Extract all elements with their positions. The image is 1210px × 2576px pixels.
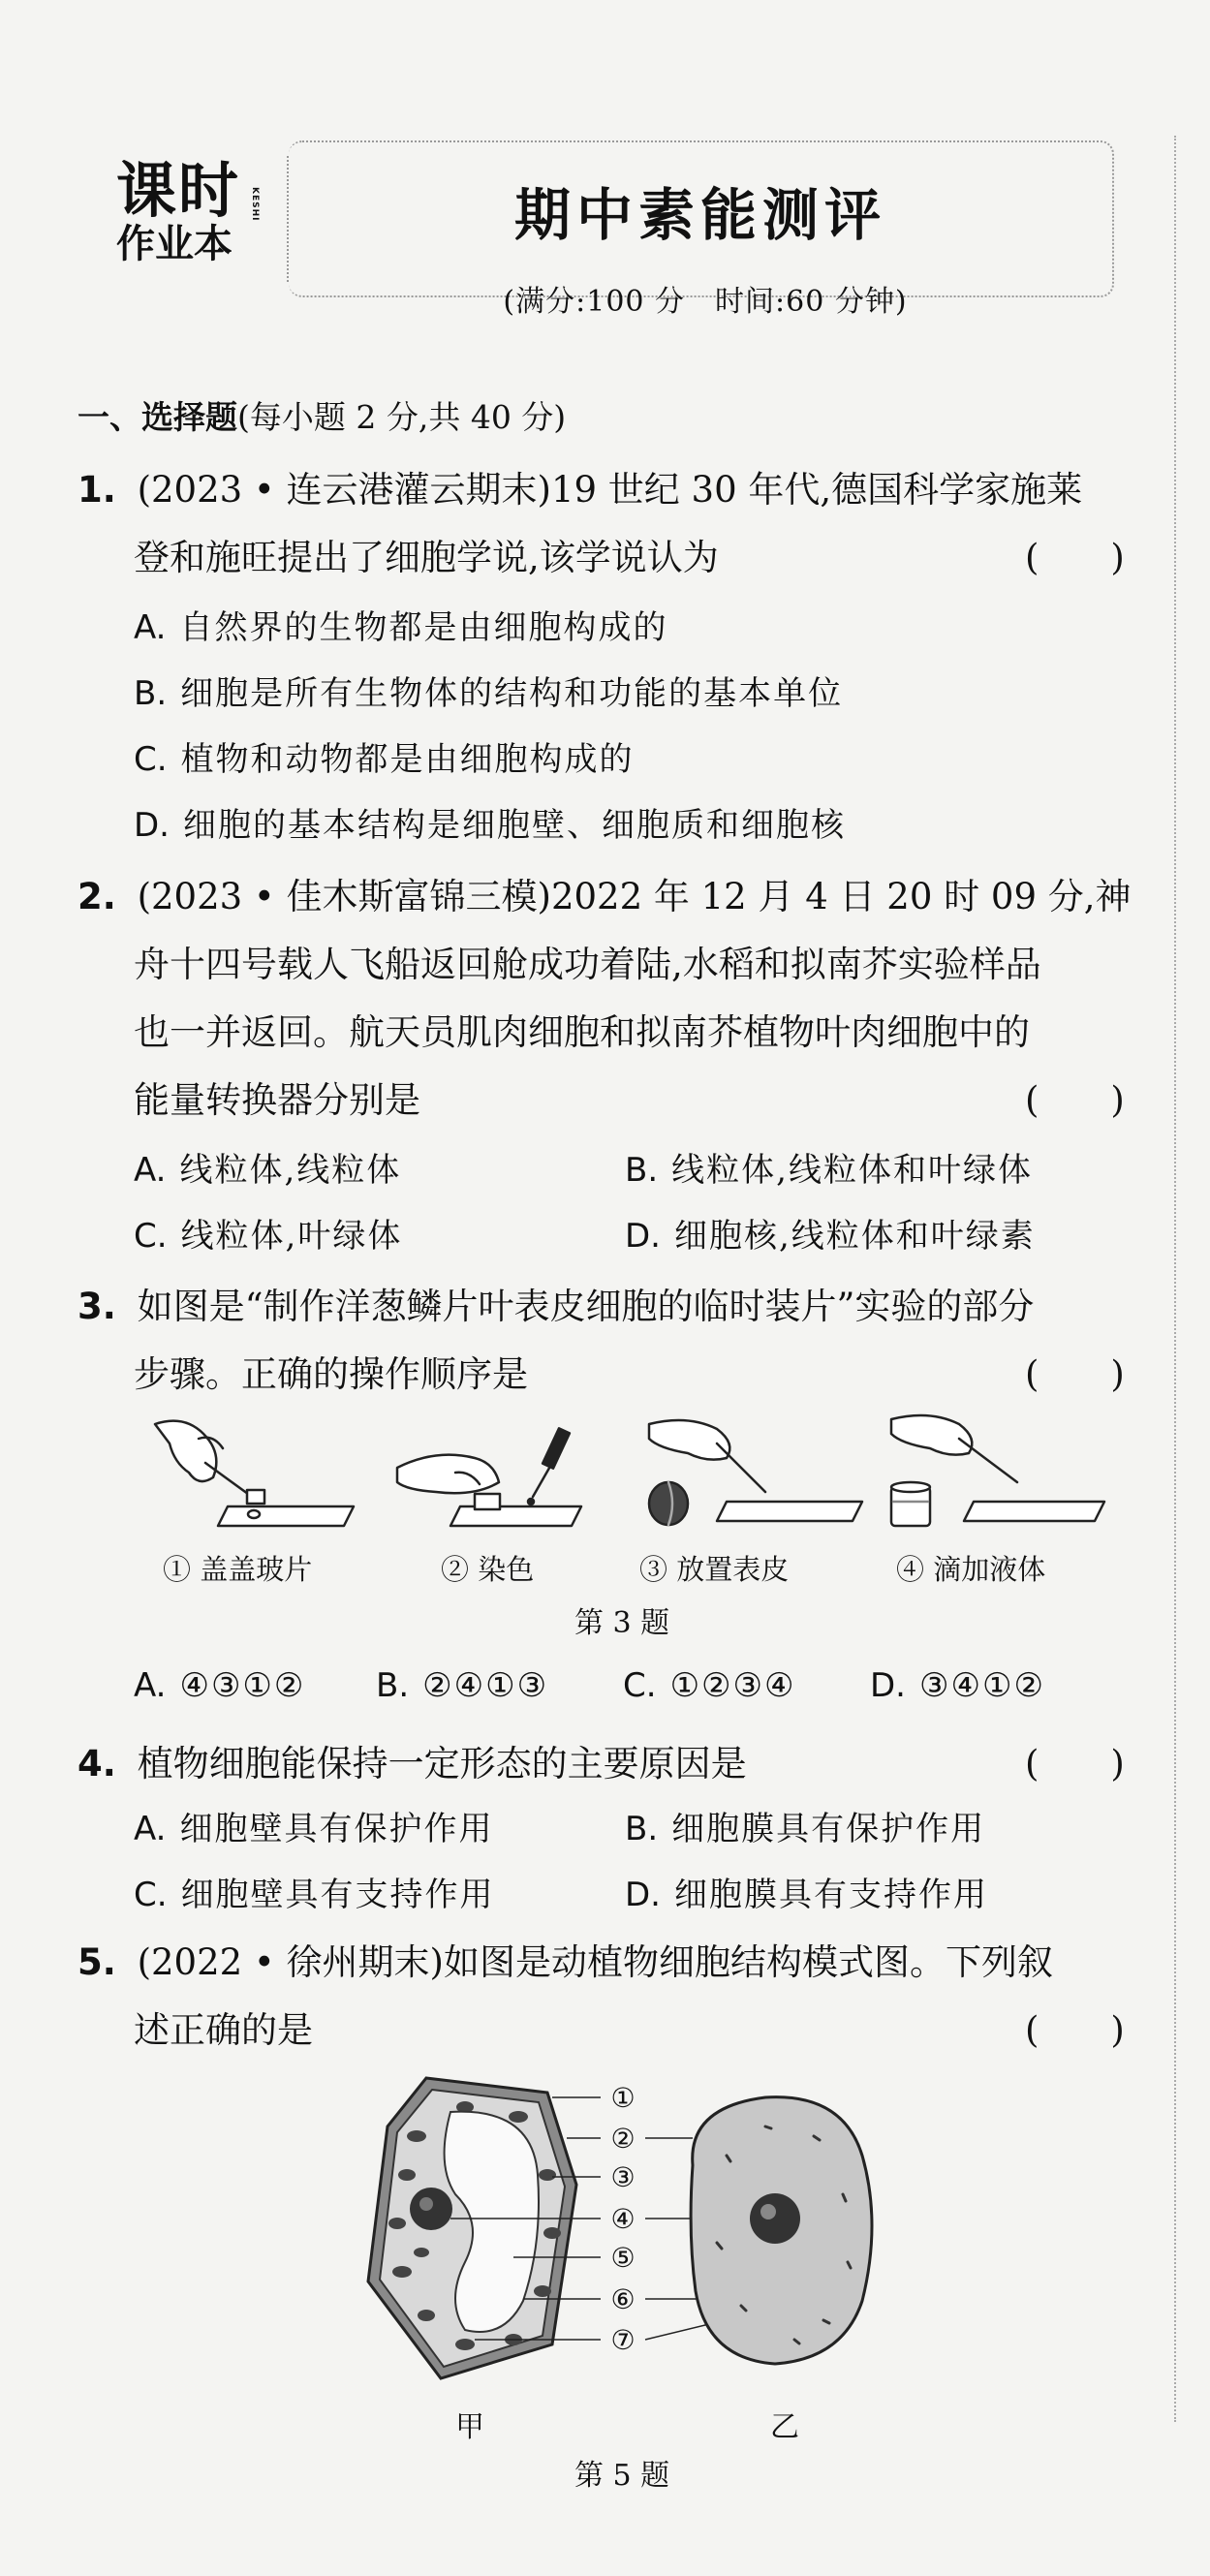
label-4: ④ [610,2203,636,2235]
step3-illustration [649,1420,862,1525]
page-title: 期中素能测评 [513,182,886,248]
q3-option-d: D. ③④①② [870,1666,1045,1705]
q5-figure-caption: 第 5 题 [574,2459,670,2493]
step4-illustration [891,1415,1104,1526]
q3-text1: 如图是“制作洋葱鳞片叶表皮细胞的临时装片”实验的部分 [137,1286,1035,1327]
q1-option-b: B. 细胞是所有生物体的结构和功能的基本单位 [134,674,844,713]
animal-cell [691,2097,872,2364]
q3-figure-caption: 第 3 题 [574,1606,670,1640]
label-6: ⑥ [610,2283,636,2315]
q2-text1: (2023 • 佳木斯富锦三模)2022 年 12 月 4 日 20 时 09 分,神 [137,876,1132,917]
logo-line1: 课时 [116,155,241,226]
label-7: ⑦ [610,2324,636,2356]
q3-step4-label: ④ 滴加液体 [896,1553,1046,1586]
q1-option-a: A. 自然界的生物都是由细胞构成的 [134,608,668,647]
q2-option-c: C. 线粒体,叶绿体 [134,1217,403,1256]
q2-line1 [78,867,1132,919]
q2-option-d: D. 细胞核,线粒体和叶绿素 [625,1217,1036,1256]
title-box [289,140,1114,297]
q1-text1: (2023 • 连云港灌云期末)19 世纪 30 年代,德国科学家施莱 [137,469,1083,511]
q4-text1: 植物细胞能保持一定形态的主要原因是 [137,1743,747,1785]
structure-labels [610,2082,635,2356]
q3-answer-blank: ( ) [1025,1353,1125,1395]
label-2: ② [610,2123,636,2155]
q1-line1 [78,460,1082,512]
q4-option-c: C. 细胞壁具有支持作用 [134,1876,495,1914]
q1-option-c: C. 植物和动物都是由细胞构成的 [134,740,635,779]
logo [116,155,281,266]
q4-number: 4. [78,1743,116,1785]
label-1: ① [610,2082,636,2114]
q3-number: 3. [78,1286,116,1327]
q5-line1 [78,1933,1053,1985]
section-heading [78,392,566,438]
plant-cell-label: 甲 [455,2410,484,2444]
q2-text3: 也一并返回。航天员肌肉细胞和拟南芥植物叶肉细胞中的 [134,1011,1030,1053]
q3-step1-label: ① 盖盖玻片 [163,1553,313,1586]
q4-option-d: D. 细胞膜具有支持作用 [625,1876,988,1914]
q5-cell-diagram [358,2068,920,2398]
q5-answer-blank: ( ) [1025,2009,1125,2051]
q2-number: 2. [78,876,116,917]
q3-text2: 步骤。正确的操作顺序是 [134,1353,528,1395]
q5-text1: (2022 • 徐州期末)如图是动植物细胞结构模式图。下列叙 [137,1941,1053,1983]
q1-text2: 登和施旺提出了细胞学说,该学说认为 [134,537,719,578]
q2-option-b: B. 线粒体,线粒体和叶绿体 [625,1151,1033,1190]
plant-cell [368,2078,576,2378]
animal-cell-label: 乙 [770,2410,799,2444]
section-note: (每小题 2 分,共 40 分) [237,398,567,436]
q4-line1 [78,1734,747,1786]
step1-illustration [155,1421,354,1526]
q3-option-b: B. ②④①③ [376,1666,549,1705]
q3-line1 [78,1277,1034,1329]
label-5: ⑤ [610,2242,636,2274]
label-3: ③ [610,2161,636,2193]
q4-answer-blank: ( ) [1025,1743,1125,1785]
q1-option-d: D. 细胞的基本结构是细胞壁、细胞质和细胞核 [134,806,846,845]
q3-step3-label: ③ 放置表皮 [639,1553,790,1586]
q3-figure [145,1405,1124,1540]
q3-option-a: A. ④③①② [134,1666,306,1705]
q3-step2-label: ② 染色 [441,1553,535,1586]
q1-answer-blank: ( ) [1025,537,1125,578]
q3-option-c: C. ①②③④ [623,1666,796,1705]
q1-number: 1. [78,469,116,511]
margin-rule [1174,136,1176,2422]
q2-option-a: A. 线粒体,线粒体 [134,1151,402,1190]
q2-answer-blank: ( ) [1025,1079,1125,1121]
q4-option-a: A. 细胞壁具有保护作用 [134,1810,494,1848]
logo-tiny: KESHI [250,187,260,222]
section-title: 一、选择题 [78,398,237,436]
step2-illustration [397,1428,581,1526]
q2-text4: 能量转换器分别是 [134,1079,420,1121]
logo-line2: 作业本 [116,222,233,266]
page-subtitle: (满分:100 分 时间:60 分钟) [503,285,908,319]
q4-option-b: B. 细胞膜具有保护作用 [625,1810,986,1848]
q5-number: 5. [78,1941,116,1983]
q5-text2: 述正确的是 [134,2009,313,2051]
q2-text2: 舟十四号载人飞船返回舱成功着陆,水稻和拟南芥实验样品 [134,944,1041,985]
